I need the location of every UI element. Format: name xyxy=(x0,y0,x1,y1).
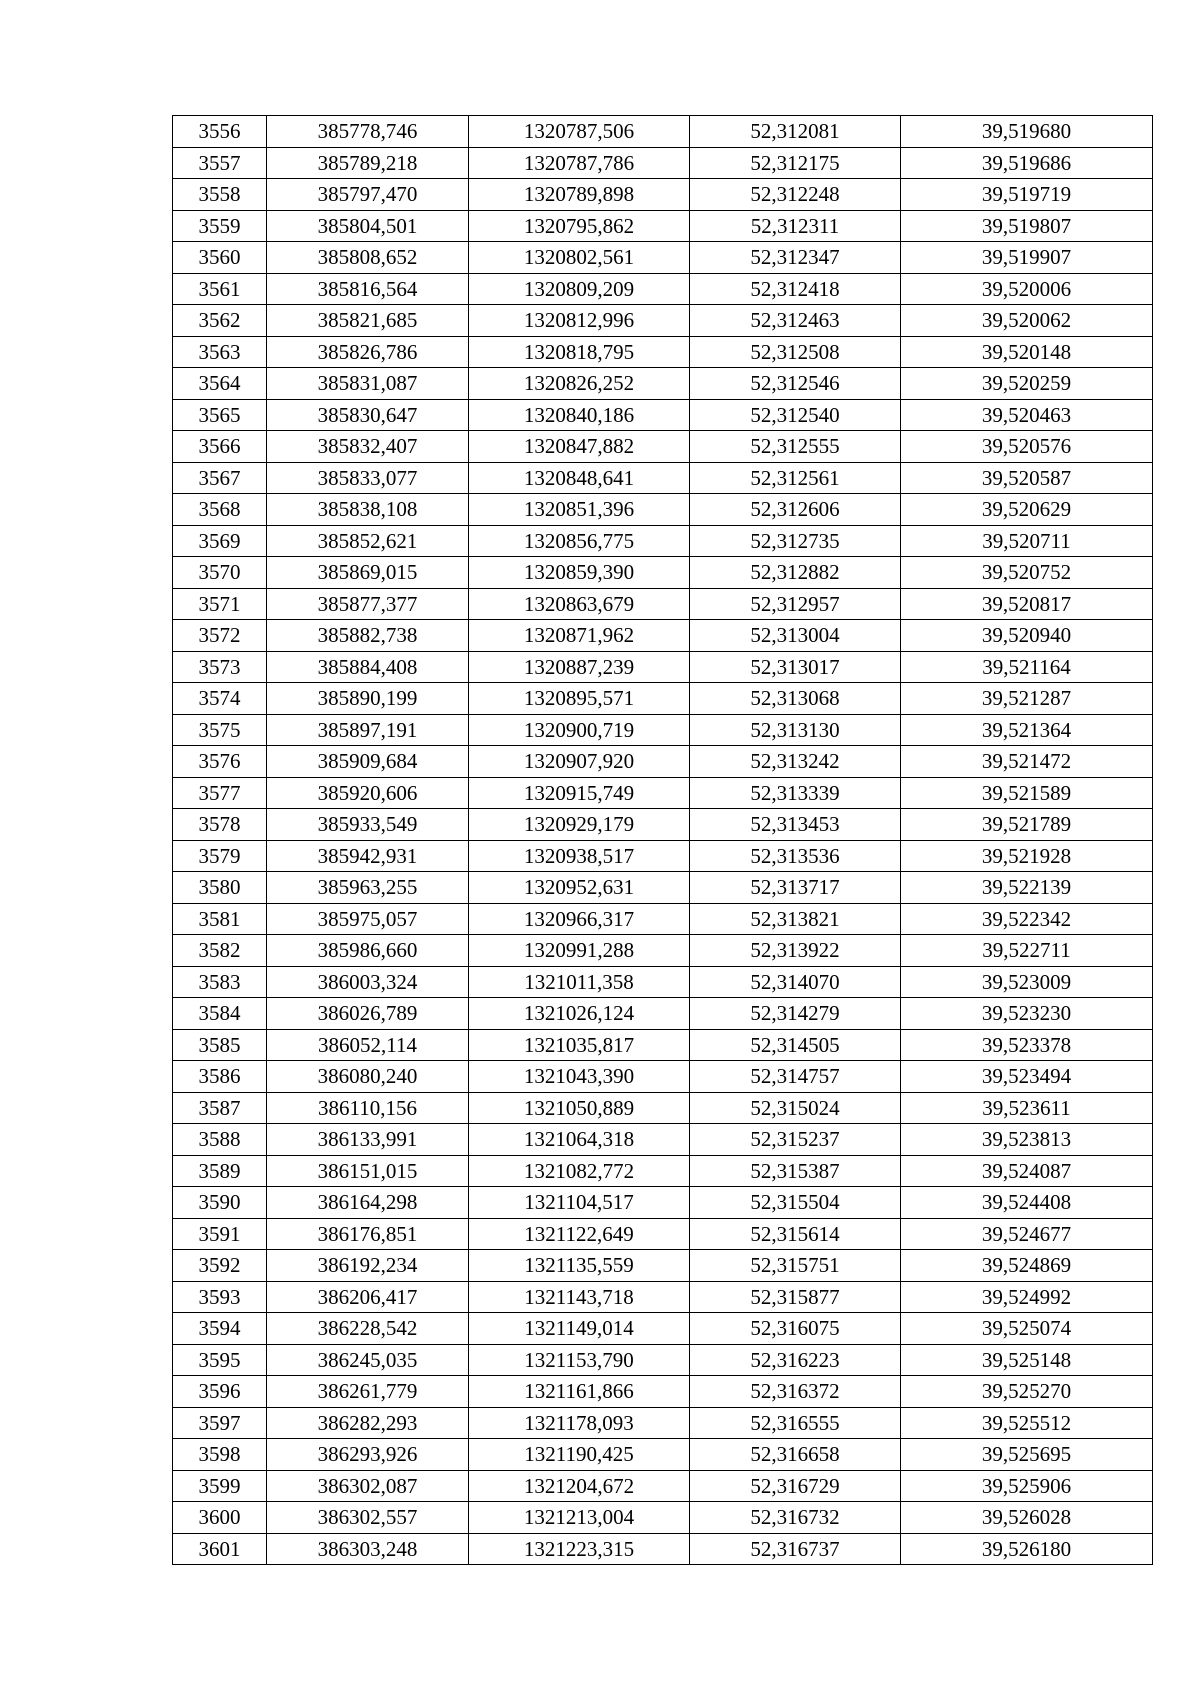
longitude-cell: 39,520259 xyxy=(901,368,1153,400)
y-coordinate-cell: 1321178,093 xyxy=(469,1407,690,1439)
point-number-cell: 3574 xyxy=(173,683,267,715)
table-row xyxy=(173,431,1153,463)
table-row xyxy=(173,1313,1153,1345)
x-coordinate-cell: 386003,324 xyxy=(267,966,469,998)
x-coordinate-cell: 385797,470 xyxy=(267,179,469,211)
y-coordinate-cell: 1320848,641 xyxy=(469,462,690,494)
y-coordinate-cell: 1321149,014 xyxy=(469,1313,690,1345)
y-coordinate-cell: 1320915,749 xyxy=(469,777,690,809)
y-coordinate-cell: 1321050,889 xyxy=(469,1092,690,1124)
point-number-cell: 3576 xyxy=(173,746,267,778)
latitude-cell: 52,314279 xyxy=(690,998,901,1030)
x-coordinate-cell: 385890,199 xyxy=(267,683,469,715)
table-row xyxy=(173,336,1153,368)
x-coordinate-cell: 385778,746 xyxy=(267,116,469,148)
latitude-cell: 52,312311 xyxy=(690,210,901,242)
latitude-cell: 52,314757 xyxy=(690,1061,901,1093)
table-row xyxy=(173,399,1153,431)
longitude-cell: 39,522711 xyxy=(901,935,1153,967)
point-number-cell: 3563 xyxy=(173,336,267,368)
table-row xyxy=(173,998,1153,1030)
point-number-cell: 3588 xyxy=(173,1124,267,1156)
latitude-cell: 52,312248 xyxy=(690,179,901,211)
point-number-cell: 3590 xyxy=(173,1187,267,1219)
latitude-cell: 52,315614 xyxy=(690,1218,901,1250)
point-number-cell: 3589 xyxy=(173,1155,267,1187)
latitude-cell: 52,312546 xyxy=(690,368,901,400)
longitude-cell: 39,524992 xyxy=(901,1281,1153,1313)
point-number-cell: 3583 xyxy=(173,966,267,998)
point-number-cell: 3569 xyxy=(173,525,267,557)
x-coordinate-cell: 385869,015 xyxy=(267,557,469,589)
x-coordinate-cell: 386293,926 xyxy=(267,1439,469,1471)
x-coordinate-cell: 385975,057 xyxy=(267,903,469,935)
latitude-cell: 52,312540 xyxy=(690,399,901,431)
latitude-cell: 52,315751 xyxy=(690,1250,901,1282)
table-row xyxy=(173,557,1153,589)
longitude-cell: 39,522342 xyxy=(901,903,1153,935)
table-row xyxy=(173,1502,1153,1534)
point-number-cell: 3577 xyxy=(173,777,267,809)
x-coordinate-cell: 386228,542 xyxy=(267,1313,469,1345)
point-number-cell: 3585 xyxy=(173,1029,267,1061)
x-coordinate-cell: 386110,156 xyxy=(267,1092,469,1124)
table-row xyxy=(173,1376,1153,1408)
y-coordinate-cell: 1320895,571 xyxy=(469,683,690,715)
table-row xyxy=(173,462,1153,494)
latitude-cell: 52,313068 xyxy=(690,683,901,715)
y-coordinate-cell: 1320795,862 xyxy=(469,210,690,242)
longitude-cell: 39,520940 xyxy=(901,620,1153,652)
latitude-cell: 52,316075 xyxy=(690,1313,901,1345)
y-coordinate-cell: 1320966,317 xyxy=(469,903,690,935)
point-number-cell: 3566 xyxy=(173,431,267,463)
longitude-cell: 39,524087 xyxy=(901,1155,1153,1187)
x-coordinate-cell: 385830,647 xyxy=(267,399,469,431)
x-coordinate-cell: 386192,234 xyxy=(267,1250,469,1282)
longitude-cell: 39,523494 xyxy=(901,1061,1153,1093)
table-row xyxy=(173,1281,1153,1313)
latitude-cell: 52,312735 xyxy=(690,525,901,557)
point-number-cell: 3573 xyxy=(173,651,267,683)
latitude-cell: 52,312081 xyxy=(690,116,901,148)
x-coordinate-cell: 385852,621 xyxy=(267,525,469,557)
table-row xyxy=(173,588,1153,620)
table-row xyxy=(173,1250,1153,1282)
point-number-cell: 3561 xyxy=(173,273,267,305)
table-row xyxy=(173,903,1153,935)
point-number-cell: 3570 xyxy=(173,557,267,589)
y-coordinate-cell: 1320851,396 xyxy=(469,494,690,526)
x-coordinate-cell: 385833,077 xyxy=(267,462,469,494)
x-coordinate-cell: 386052,114 xyxy=(267,1029,469,1061)
table-row xyxy=(173,935,1153,967)
y-coordinate-cell: 1320812,996 xyxy=(469,305,690,337)
longitude-cell: 39,524677 xyxy=(901,1218,1153,1250)
longitude-cell: 39,526028 xyxy=(901,1502,1153,1534)
latitude-cell: 52,312508 xyxy=(690,336,901,368)
y-coordinate-cell: 1320929,179 xyxy=(469,809,690,841)
y-coordinate-cell: 1321035,817 xyxy=(469,1029,690,1061)
x-coordinate-cell: 386164,298 xyxy=(267,1187,469,1219)
x-coordinate-cell: 385884,408 xyxy=(267,651,469,683)
latitude-cell: 52,312347 xyxy=(690,242,901,274)
x-coordinate-cell: 385808,652 xyxy=(267,242,469,274)
point-number-cell: 3597 xyxy=(173,1407,267,1439)
latitude-cell: 52,312463 xyxy=(690,305,901,337)
longitude-cell: 39,520006 xyxy=(901,273,1153,305)
latitude-cell: 52,315877 xyxy=(690,1281,901,1313)
point-number-cell: 3595 xyxy=(173,1344,267,1376)
table-row xyxy=(173,809,1153,841)
point-number-cell: 3558 xyxy=(173,179,267,211)
latitude-cell: 52,312175 xyxy=(690,147,901,179)
latitude-cell: 52,312882 xyxy=(690,557,901,589)
longitude-cell: 39,525512 xyxy=(901,1407,1153,1439)
latitude-cell: 52,313821 xyxy=(690,903,901,935)
y-coordinate-cell: 1320871,962 xyxy=(469,620,690,652)
latitude-cell: 52,312957 xyxy=(690,588,901,620)
table-row xyxy=(173,714,1153,746)
x-coordinate-cell: 385838,108 xyxy=(267,494,469,526)
y-coordinate-cell: 1320887,239 xyxy=(469,651,690,683)
point-number-cell: 3584 xyxy=(173,998,267,1030)
longitude-cell: 39,521472 xyxy=(901,746,1153,778)
longitude-cell: 39,523611 xyxy=(901,1092,1153,1124)
x-coordinate-cell: 386133,991 xyxy=(267,1124,469,1156)
longitude-cell: 39,525074 xyxy=(901,1313,1153,1345)
y-coordinate-cell: 1320859,390 xyxy=(469,557,690,589)
x-coordinate-cell: 385986,660 xyxy=(267,935,469,967)
longitude-cell: 39,520817 xyxy=(901,588,1153,620)
y-coordinate-cell: 1321082,772 xyxy=(469,1155,690,1187)
longitude-cell: 39,520148 xyxy=(901,336,1153,368)
point-number-cell: 3562 xyxy=(173,305,267,337)
point-number-cell: 3591 xyxy=(173,1218,267,1250)
point-number-cell: 3586 xyxy=(173,1061,267,1093)
y-coordinate-cell: 1320907,920 xyxy=(469,746,690,778)
point-number-cell: 3592 xyxy=(173,1250,267,1282)
longitude-cell: 39,521589 xyxy=(901,777,1153,809)
longitude-cell: 39,525148 xyxy=(901,1344,1153,1376)
y-coordinate-cell: 1320952,631 xyxy=(469,872,690,904)
latitude-cell: 52,313130 xyxy=(690,714,901,746)
longitude-cell: 39,526180 xyxy=(901,1533,1153,1565)
latitude-cell: 52,316732 xyxy=(690,1502,901,1534)
longitude-cell: 39,519807 xyxy=(901,210,1153,242)
table-row xyxy=(173,1029,1153,1061)
table-row xyxy=(173,273,1153,305)
latitude-cell: 52,313017 xyxy=(690,651,901,683)
y-coordinate-cell: 1320809,209 xyxy=(469,273,690,305)
y-coordinate-cell: 1320856,775 xyxy=(469,525,690,557)
x-coordinate-cell: 386176,851 xyxy=(267,1218,469,1250)
latitude-cell: 52,315387 xyxy=(690,1155,901,1187)
x-coordinate-cell: 385826,786 xyxy=(267,336,469,368)
latitude-cell: 52,316223 xyxy=(690,1344,901,1376)
table-row xyxy=(173,1470,1153,1502)
table-row xyxy=(173,525,1153,557)
longitude-cell: 39,520463 xyxy=(901,399,1153,431)
table-row xyxy=(173,746,1153,778)
table-row xyxy=(173,1061,1153,1093)
latitude-cell: 52,312606 xyxy=(690,494,901,526)
table-row xyxy=(173,116,1153,148)
x-coordinate-cell: 386245,035 xyxy=(267,1344,469,1376)
x-coordinate-cell: 385831,087 xyxy=(267,368,469,400)
longitude-cell: 39,520752 xyxy=(901,557,1153,589)
longitude-cell: 39,519907 xyxy=(901,242,1153,274)
longitude-cell: 39,520062 xyxy=(901,305,1153,337)
x-coordinate-cell: 385909,684 xyxy=(267,746,469,778)
table-row xyxy=(173,651,1153,683)
latitude-cell: 52,313717 xyxy=(690,872,901,904)
x-coordinate-cell: 385832,407 xyxy=(267,431,469,463)
longitude-cell: 39,521789 xyxy=(901,809,1153,841)
table-row xyxy=(173,777,1153,809)
x-coordinate-cell: 385963,255 xyxy=(267,872,469,904)
table-row xyxy=(173,147,1153,179)
table-row xyxy=(173,840,1153,872)
latitude-cell: 52,312418 xyxy=(690,273,901,305)
point-number-cell: 3598 xyxy=(173,1439,267,1471)
y-coordinate-cell: 1320818,795 xyxy=(469,336,690,368)
point-number-cell: 3575 xyxy=(173,714,267,746)
y-coordinate-cell: 1321026,124 xyxy=(469,998,690,1030)
point-number-cell: 3594 xyxy=(173,1313,267,1345)
longitude-cell: 39,519719 xyxy=(901,179,1153,211)
point-number-cell: 3568 xyxy=(173,494,267,526)
y-coordinate-cell: 1321153,790 xyxy=(469,1344,690,1376)
latitude-cell: 52,313004 xyxy=(690,620,901,652)
table-row xyxy=(173,620,1153,652)
y-coordinate-cell: 1321122,649 xyxy=(469,1218,690,1250)
point-number-cell: 3564 xyxy=(173,368,267,400)
point-number-cell: 3557 xyxy=(173,147,267,179)
y-coordinate-cell: 1320840,186 xyxy=(469,399,690,431)
x-coordinate-cell: 386302,087 xyxy=(267,1470,469,1502)
table-row xyxy=(173,210,1153,242)
longitude-cell: 39,523009 xyxy=(901,966,1153,998)
table-row xyxy=(173,966,1153,998)
point-number-cell: 3596 xyxy=(173,1376,267,1408)
latitude-cell: 52,314505 xyxy=(690,1029,901,1061)
table-row xyxy=(173,368,1153,400)
latitude-cell: 52,316658 xyxy=(690,1439,901,1471)
y-coordinate-cell: 1320789,898 xyxy=(469,179,690,211)
point-number-cell: 3580 xyxy=(173,872,267,904)
latitude-cell: 52,312555 xyxy=(690,431,901,463)
y-coordinate-cell: 1321213,004 xyxy=(469,1502,690,1534)
latitude-cell: 52,313536 xyxy=(690,840,901,872)
point-number-cell: 3565 xyxy=(173,399,267,431)
point-number-cell: 3556 xyxy=(173,116,267,148)
y-coordinate-cell: 1320826,252 xyxy=(469,368,690,400)
x-coordinate-cell: 386302,557 xyxy=(267,1502,469,1534)
y-coordinate-cell: 1320847,882 xyxy=(469,431,690,463)
longitude-cell: 39,520587 xyxy=(901,462,1153,494)
x-coordinate-cell: 385933,549 xyxy=(267,809,469,841)
longitude-cell: 39,522139 xyxy=(901,872,1153,904)
x-coordinate-cell: 385897,191 xyxy=(267,714,469,746)
latitude-cell: 52,313339 xyxy=(690,777,901,809)
point-number-cell: 3578 xyxy=(173,809,267,841)
longitude-cell: 39,520711 xyxy=(901,525,1153,557)
point-number-cell: 3582 xyxy=(173,935,267,967)
point-number-cell: 3559 xyxy=(173,210,267,242)
x-coordinate-cell: 386206,417 xyxy=(267,1281,469,1313)
table-row xyxy=(173,1124,1153,1156)
y-coordinate-cell: 1320787,786 xyxy=(469,147,690,179)
latitude-cell: 52,316372 xyxy=(690,1376,901,1408)
y-coordinate-cell: 1320863,679 xyxy=(469,588,690,620)
table-row xyxy=(173,1533,1153,1565)
y-coordinate-cell: 1321043,390 xyxy=(469,1061,690,1093)
y-coordinate-cell: 1321161,866 xyxy=(469,1376,690,1408)
x-coordinate-cell: 386282,293 xyxy=(267,1407,469,1439)
table-row xyxy=(173,1092,1153,1124)
point-number-cell: 3579 xyxy=(173,840,267,872)
table-row xyxy=(173,1155,1153,1187)
longitude-cell: 39,523813 xyxy=(901,1124,1153,1156)
x-coordinate-cell: 385789,218 xyxy=(267,147,469,179)
longitude-cell: 39,520629 xyxy=(901,494,1153,526)
latitude-cell: 52,313922 xyxy=(690,935,901,967)
y-coordinate-cell: 1321190,425 xyxy=(469,1439,690,1471)
point-number-cell: 3571 xyxy=(173,588,267,620)
point-number-cell: 3587 xyxy=(173,1092,267,1124)
longitude-cell: 39,519680 xyxy=(901,116,1153,148)
point-number-cell: 3601 xyxy=(173,1533,267,1565)
coordinates-table xyxy=(172,115,1153,1565)
y-coordinate-cell: 1321143,718 xyxy=(469,1281,690,1313)
table-row xyxy=(173,872,1153,904)
longitude-cell: 39,520576 xyxy=(901,431,1153,463)
latitude-cell: 52,316555 xyxy=(690,1407,901,1439)
y-coordinate-cell: 1320938,517 xyxy=(469,840,690,872)
point-number-cell: 3600 xyxy=(173,1502,267,1534)
point-number-cell: 3560 xyxy=(173,242,267,274)
x-coordinate-cell: 385882,738 xyxy=(267,620,469,652)
latitude-cell: 52,314070 xyxy=(690,966,901,998)
longitude-cell: 39,525270 xyxy=(901,1376,1153,1408)
x-coordinate-cell: 385877,377 xyxy=(267,588,469,620)
y-coordinate-cell: 1321104,517 xyxy=(469,1187,690,1219)
x-coordinate-cell: 385816,564 xyxy=(267,273,469,305)
x-coordinate-cell: 386151,015 xyxy=(267,1155,469,1187)
x-coordinate-cell: 385804,501 xyxy=(267,210,469,242)
table-row xyxy=(173,242,1153,274)
latitude-cell: 52,315237 xyxy=(690,1124,901,1156)
longitude-cell: 39,521364 xyxy=(901,714,1153,746)
y-coordinate-cell: 1321064,318 xyxy=(469,1124,690,1156)
y-coordinate-cell: 1321204,672 xyxy=(469,1470,690,1502)
point-number-cell: 3581 xyxy=(173,903,267,935)
latitude-cell: 52,313453 xyxy=(690,809,901,841)
longitude-cell: 39,524869 xyxy=(901,1250,1153,1282)
longitude-cell: 39,521164 xyxy=(901,651,1153,683)
latitude-cell: 52,313242 xyxy=(690,746,901,778)
latitude-cell: 52,315504 xyxy=(690,1187,901,1219)
x-coordinate-cell: 385920,606 xyxy=(267,777,469,809)
longitude-cell: 39,523230 xyxy=(901,998,1153,1030)
longitude-cell: 39,525695 xyxy=(901,1439,1153,1471)
x-coordinate-cell: 386080,240 xyxy=(267,1061,469,1093)
table-row xyxy=(173,683,1153,715)
y-coordinate-cell: 1321135,559 xyxy=(469,1250,690,1282)
latitude-cell: 52,315024 xyxy=(690,1092,901,1124)
table-row xyxy=(173,1439,1153,1471)
table-row xyxy=(173,494,1153,526)
y-coordinate-cell: 1321011,358 xyxy=(469,966,690,998)
table-row xyxy=(173,1407,1153,1439)
latitude-cell: 52,312561 xyxy=(690,462,901,494)
x-coordinate-cell: 385942,931 xyxy=(267,840,469,872)
longitude-cell: 39,525906 xyxy=(901,1470,1153,1502)
y-coordinate-cell: 1320991,288 xyxy=(469,935,690,967)
point-number-cell: 3567 xyxy=(173,462,267,494)
table-row xyxy=(173,1218,1153,1250)
longitude-cell: 39,521287 xyxy=(901,683,1153,715)
x-coordinate-cell: 386026,789 xyxy=(267,998,469,1030)
y-coordinate-cell: 1321223,315 xyxy=(469,1533,690,1565)
table-row xyxy=(173,179,1153,211)
longitude-cell: 39,524408 xyxy=(901,1187,1153,1219)
latitude-cell: 52,316737 xyxy=(690,1533,901,1565)
y-coordinate-cell: 1320802,561 xyxy=(469,242,690,274)
point-number-cell: 3572 xyxy=(173,620,267,652)
longitude-cell: 39,521928 xyxy=(901,840,1153,872)
x-coordinate-cell: 386261,779 xyxy=(267,1376,469,1408)
table-row xyxy=(173,1344,1153,1376)
x-coordinate-cell: 385821,685 xyxy=(267,305,469,337)
coordinates-table-body xyxy=(173,116,1153,1565)
y-coordinate-cell: 1320787,506 xyxy=(469,116,690,148)
longitude-cell: 39,519686 xyxy=(901,147,1153,179)
table-row xyxy=(173,305,1153,337)
point-number-cell: 3593 xyxy=(173,1281,267,1313)
point-number-cell: 3599 xyxy=(173,1470,267,1502)
latitude-cell: 52,316729 xyxy=(690,1470,901,1502)
table-row xyxy=(173,1187,1153,1219)
y-coordinate-cell: 1320900,719 xyxy=(469,714,690,746)
longitude-cell: 39,523378 xyxy=(901,1029,1153,1061)
x-coordinate-cell: 386303,248 xyxy=(267,1533,469,1565)
